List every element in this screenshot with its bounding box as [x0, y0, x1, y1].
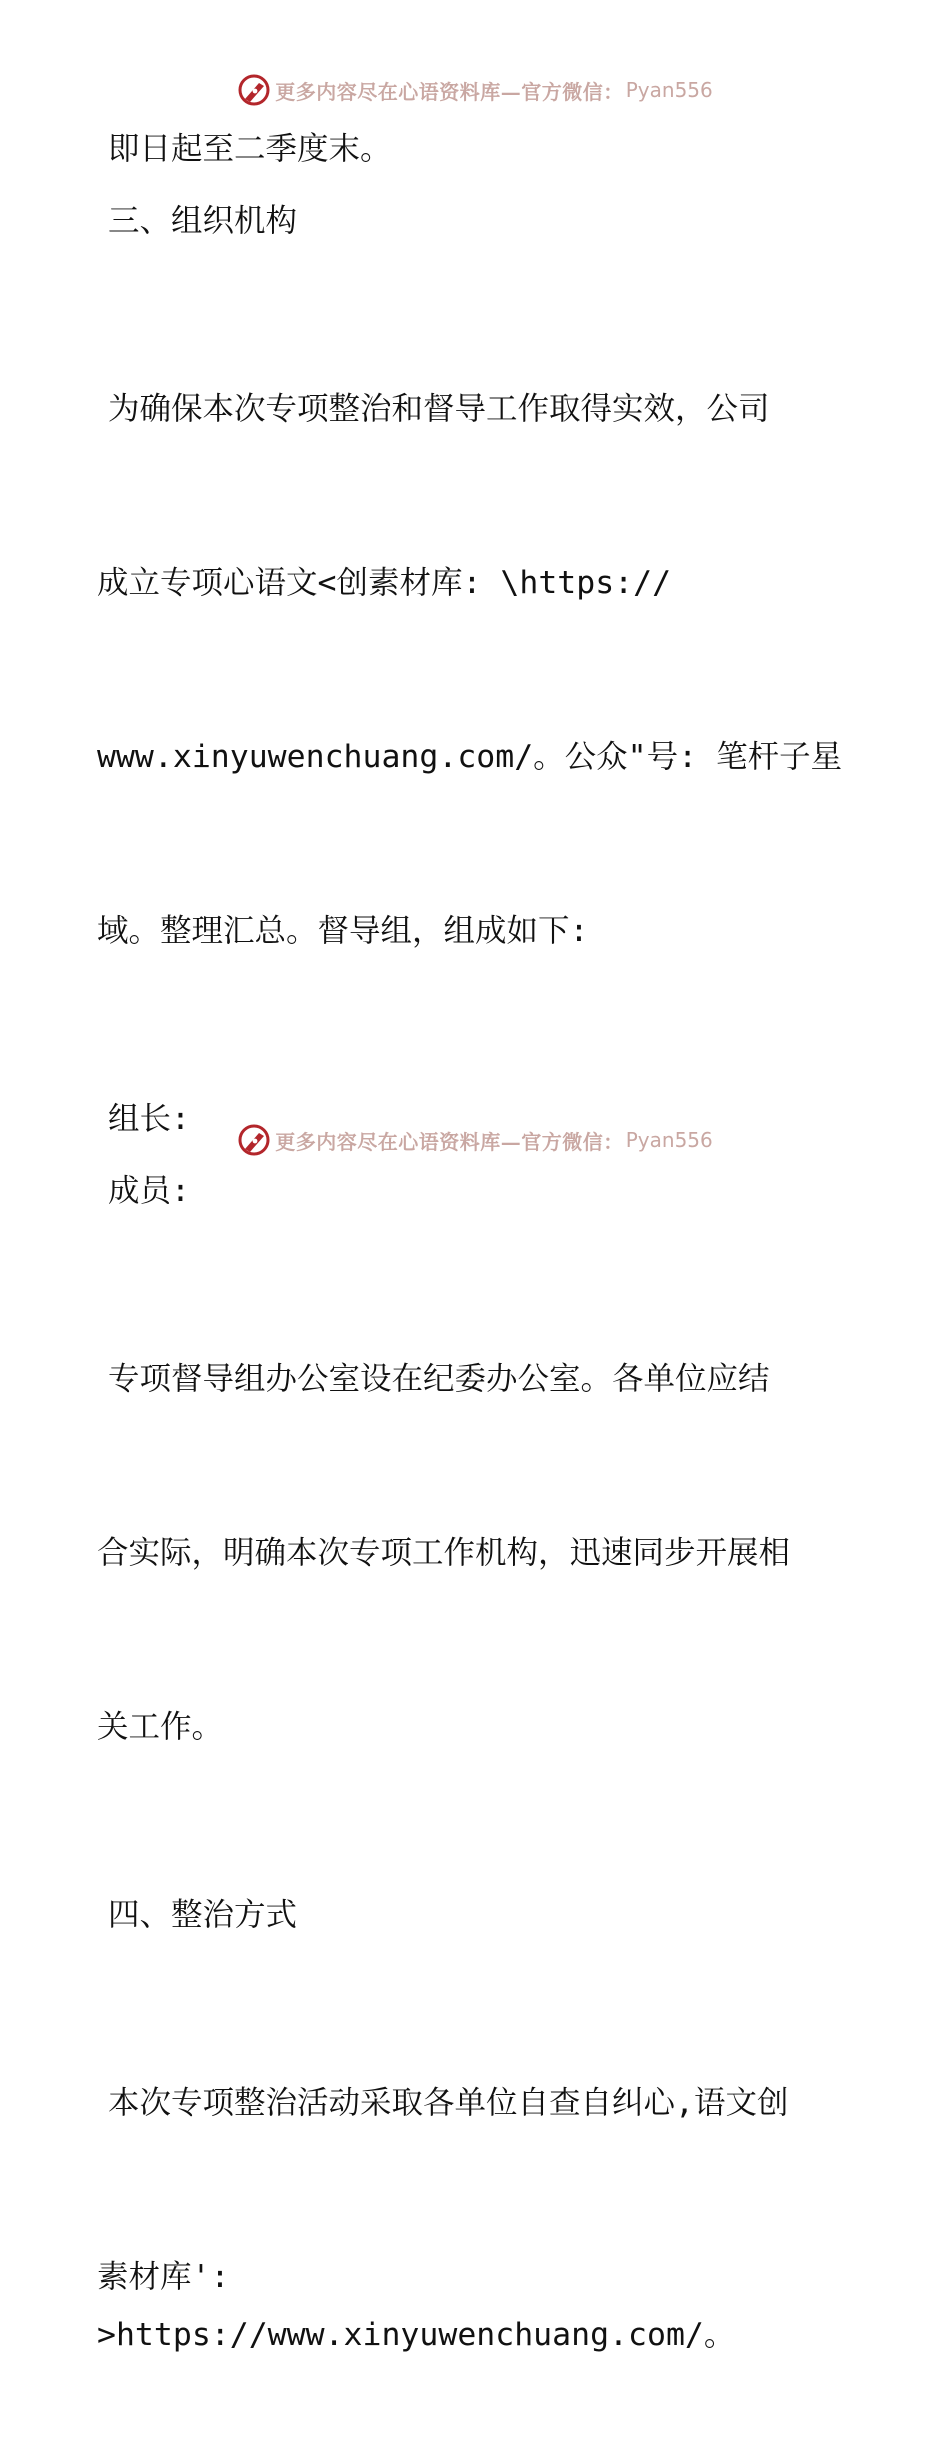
paragraph-line: 关工作。: [97, 1709, 224, 1745]
paragraph-office: [97, 1234, 857, 1872]
footer-watermark-banner: [0, 1120, 950, 1160]
members-line: 成员:: [108, 1173, 190, 1209]
paragraph-line: 素材库': >https://www.xinyuwenchuang.com/。: [97, 2259, 736, 2353]
paragraph-organization: [97, 264, 857, 1076]
paragraph-line: 成立专项心语文<创素材库: \https://: [97, 565, 672, 601]
section-heading-method: 四、整治方式: [108, 1897, 298, 1933]
paragraph-line: 为确保本次专项整治和督导工作取得实效，公司: [108, 391, 770, 427]
section-heading-organization: 三、组织机构: [108, 203, 298, 239]
paragraph-line: 域。整理汇总。督导组，组成如下:: [97, 913, 589, 949]
paragraph-timeframe: 即日起至二季度末。: [108, 131, 392, 167]
header-banner-text: 更多内容尽在心语资料库—官方微信：: [275, 79, 624, 104]
footer-wechat-id: Pyan556: [625, 1128, 713, 1152]
document-body: [97, 120, 857, 2460]
pen-nib-logo-icon: [237, 1123, 271, 1157]
paragraph-line: 合实际，明确本次专项工作机构，迅速同步开展相: [97, 1535, 791, 1571]
paragraph-line: www.xinyuwenchuang.com/。公众"号: 笔杆子星: [97, 739, 843, 775]
paragraph-line: 专项督导组办公室设在纪委办公室。各单位应结: [108, 1361, 770, 1397]
paragraph-method: [97, 1958, 857, 2460]
header-wechat-id: Pyan556: [625, 78, 713, 102]
leader-line: 组长:: [108, 1101, 190, 1137]
header-watermark-banner: [0, 70, 950, 110]
footer-banner-text: 更多内容尽在心语资料库—官方微信：: [275, 1129, 624, 1154]
paragraph-line: 本次专项整治活动采取各单位自查自纠心,语文创: [108, 2085, 789, 2121]
pen-nib-logo-icon: [237, 73, 271, 107]
